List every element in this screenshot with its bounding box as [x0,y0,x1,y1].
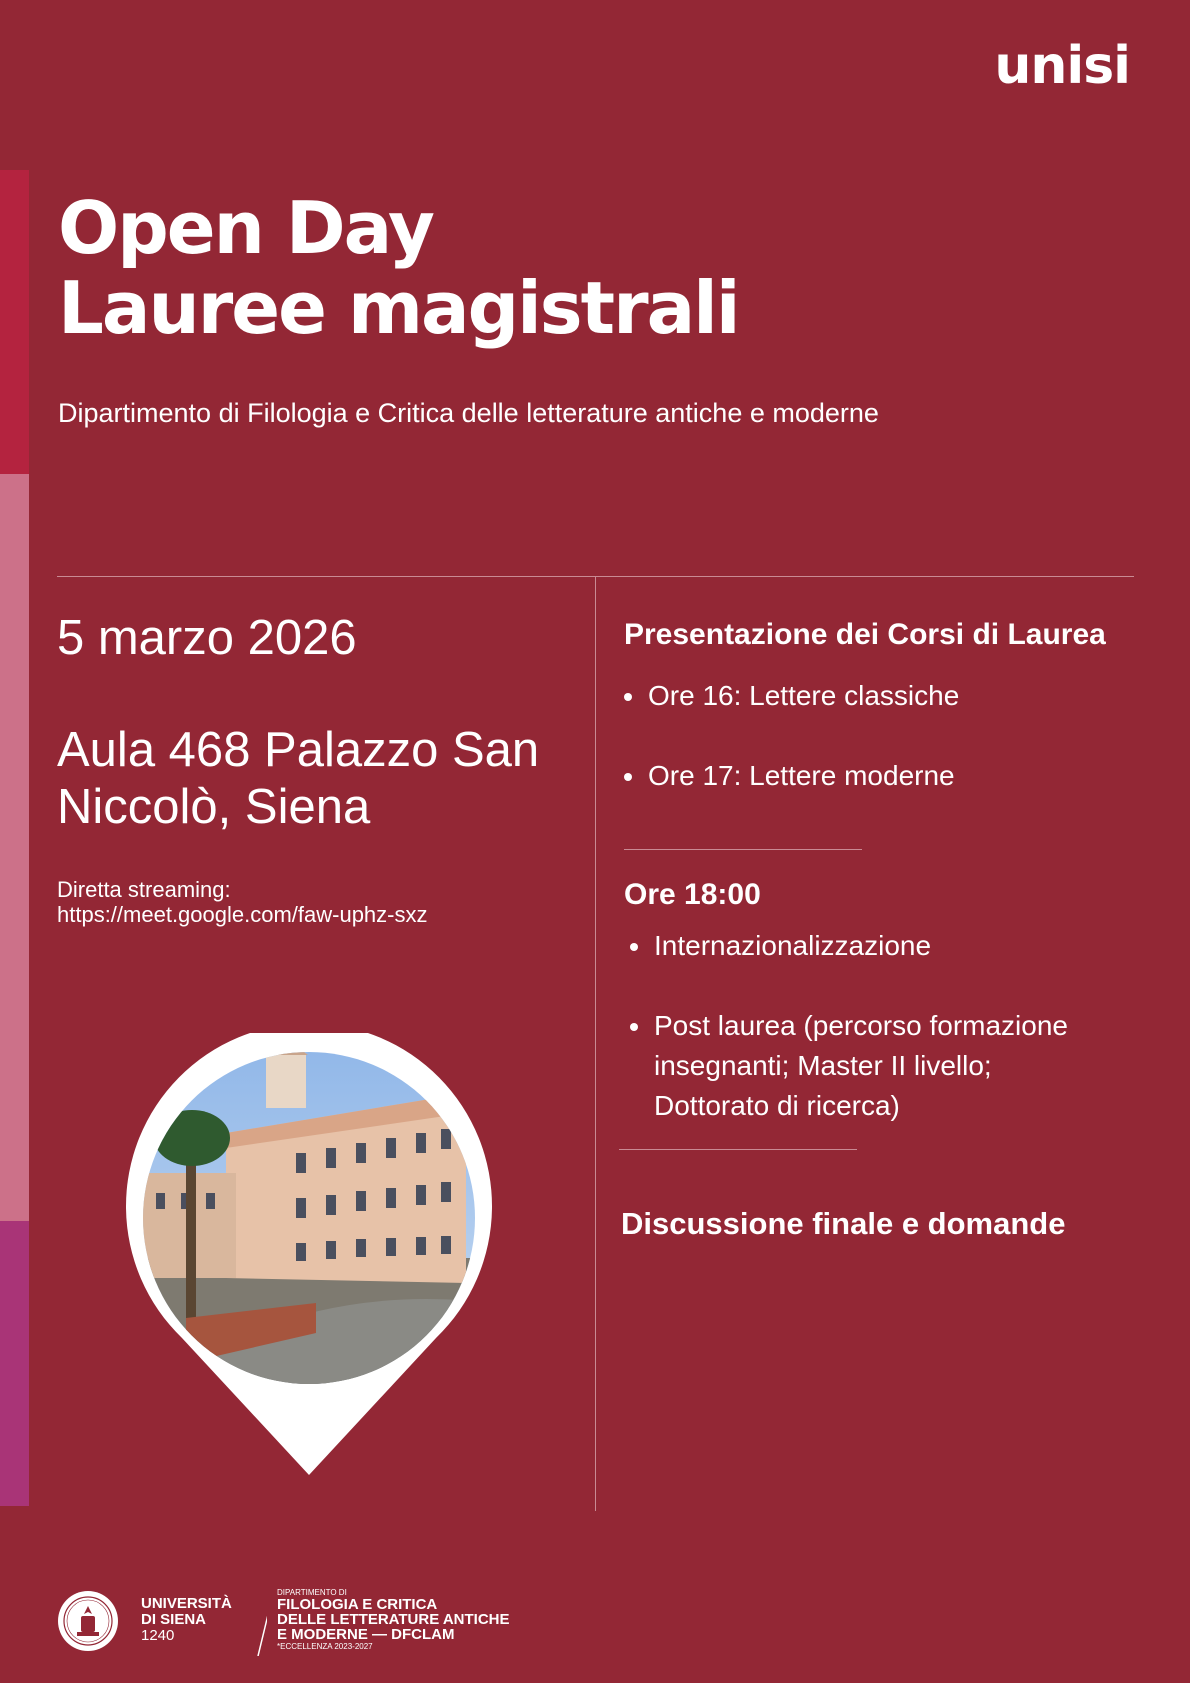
streaming-info [57,877,428,927]
university-year: 1240 [141,1627,175,1644]
side-strip-bottom [0,1221,29,1506]
streaming-label: Diretta streaming: [57,877,231,902]
page-title [58,188,739,348]
unisi-logo: unisi [994,36,1130,96]
university-name [141,1596,232,1644]
closing-title: Discussione finale e domande [621,1206,1066,1241]
university-seal-icon [57,1590,119,1652]
presentation-title: Presentazione dei Corsi di Laurea [624,618,1106,651]
presentation-item: Ore 16: Lettere classiche [624,676,959,716]
presentation-item: Ore 17: Lettere moderne [624,756,955,796]
title-line-2: Lauree magistrali [58,266,739,350]
event-venue: Aula 468 Palazzo San Niccolò, Siena [57,723,540,834]
university-line-1: UNIVERSITÀ [141,1595,232,1612]
streaming-link[interactable]: https://meet.google.com/faw-uphz-sxz [57,902,428,927]
section-divider [624,849,862,850]
side-strip-top [0,170,29,474]
vertical-divider [595,577,596,1511]
department-prefix: DIPARTIMENTO DI [277,1588,347,1597]
location-pin-photo-icon [126,1033,492,1475]
department-note: *ECCELLENZA 2023-2027 [277,1642,373,1651]
event-date: 5 marzo 2026 [57,611,357,665]
session-18-title: Ore 18:00 [624,878,761,911]
department-line-2: DELLE LETTERATURE ANTICHE [277,1611,510,1628]
title-line-1: Open Day [58,186,433,270]
department-subtitle: Dipartimento di Filologia e Critica delle letterature antiche e moderne [58,398,879,428]
footer [57,1588,657,1654]
department-name [277,1588,510,1651]
session-18-item: Internazionalizzazione [630,926,931,966]
side-strip-middle [0,474,29,1221]
footer-separator [247,1590,267,1656]
department-line-3: E MODERNE — DFCLAM [277,1626,455,1643]
session-18-item: Post laurea (percorso formazione insegnanti; Master II livello; Dottorato di ricerca) [630,1006,1094,1126]
university-line-2: DI SIENA [141,1611,207,1628]
department-line-1: FILOLOGIA E CRITICA [277,1596,438,1613]
section-divider [619,1149,857,1150]
